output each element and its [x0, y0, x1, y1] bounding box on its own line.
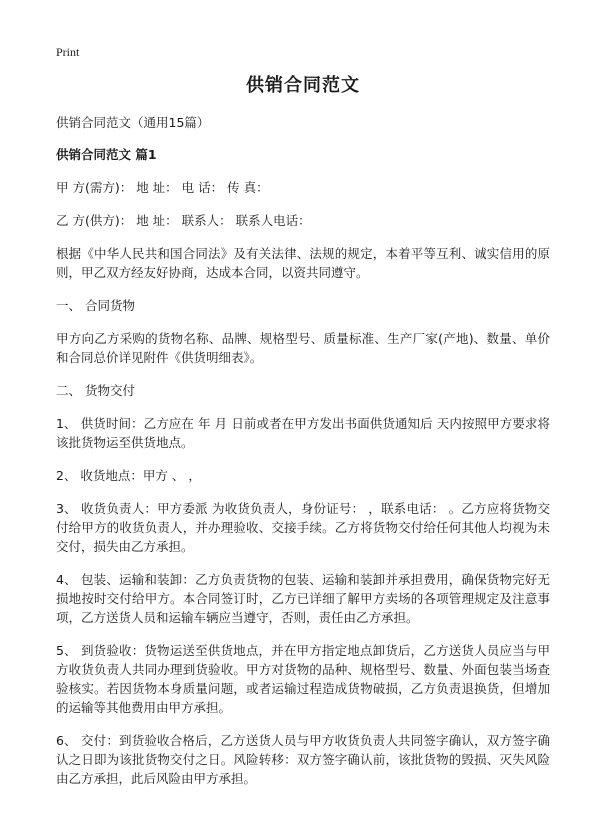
clause-heading-goods: 一、 合同货物: [56, 298, 135, 313]
receiver-paragraph: 3、 收货负责人：甲方委派 为收货负责人，身份证号： ，联系电话： 。乙方应将货物交付给甲方的收货负责人，并办理验收、交接手续。乙方将货物交付给任何其他人均视为未交付，损失由乙方承担。: [56, 501, 550, 554]
party-a-line: 甲 方(需方)： 地 址： 电 话： 传 真：: [56, 180, 269, 195]
print-link[interactable]: Print: [56, 45, 80, 59]
document-subtitle: 供销合同范文（通用15篇）: [56, 115, 210, 130]
packaging-paragraph: 4、 包装、运输和装卸：乙方负责货物的包装、运输和装卸并承担费用，确保货物完好无损地按时交付给甲方。本合同签订时，乙方已详细了解甲方卖场的各项管理规定及注意事项，乙方送货人员和运输车辆应当遵守，否则，责任由乙方承担。: [56, 572, 550, 625]
clause-heading-delivery: 二、 货物交付: [56, 383, 135, 398]
handover-paragraph: 6、 交付：到货验收合格后，乙方送货人员与甲方收货负责人共同签字确认，双方签字确认之日即为该批货物交付之日。风险转移：双方签字确认前，该批货物的毁损、灭失风险由乙方承担，此后风险由甲方承担。: [56, 733, 550, 786]
party-b-line: 乙 方(供方)： 地 址： 联系人： 联系人电话：: [56, 213, 311, 228]
goods-paragraph: 甲方向乙方采购的货物名称、品牌、规格型号、质量标准、生产厂家(产地)、数量、单价和合同总价详见附件《供货明细表》。: [56, 331, 550, 365]
inspection-paragraph: 5、 到货验收：货物运送至供货地点，并在甲方指定地点卸货后，乙方送货人员应当与甲方收货负责人共同办理到货验收。甲方对货物的品种、规格型号、数量、外面包装当场查验核实。若因货物本身质量问题，或者运输过程造成货物破损，乙方负责退换货，但增加的运输等其他费用由甲方承担。: [56, 643, 550, 715]
section-heading: 供销合同范文 篇1: [56, 147, 157, 162]
page-title: 供销合同范文: [246, 75, 360, 96]
delivery-place-paragraph: 2、 收货地点：甲方 、 ，: [56, 468, 201, 483]
preamble-paragraph: 根据《中华人民共和国合同法》及有关法律、法规的规定，本着平等互利、诚实信用的原则，甲乙双方经友好协商，达成本合同，以资共同遵守。: [56, 246, 550, 280]
delivery-time-paragraph: 1、 供货时间：乙方应在 年 月 日前或者在甲方发出书面供货通知后 天内按照甲方要求将该批货物运至供货地点。: [56, 416, 550, 450]
